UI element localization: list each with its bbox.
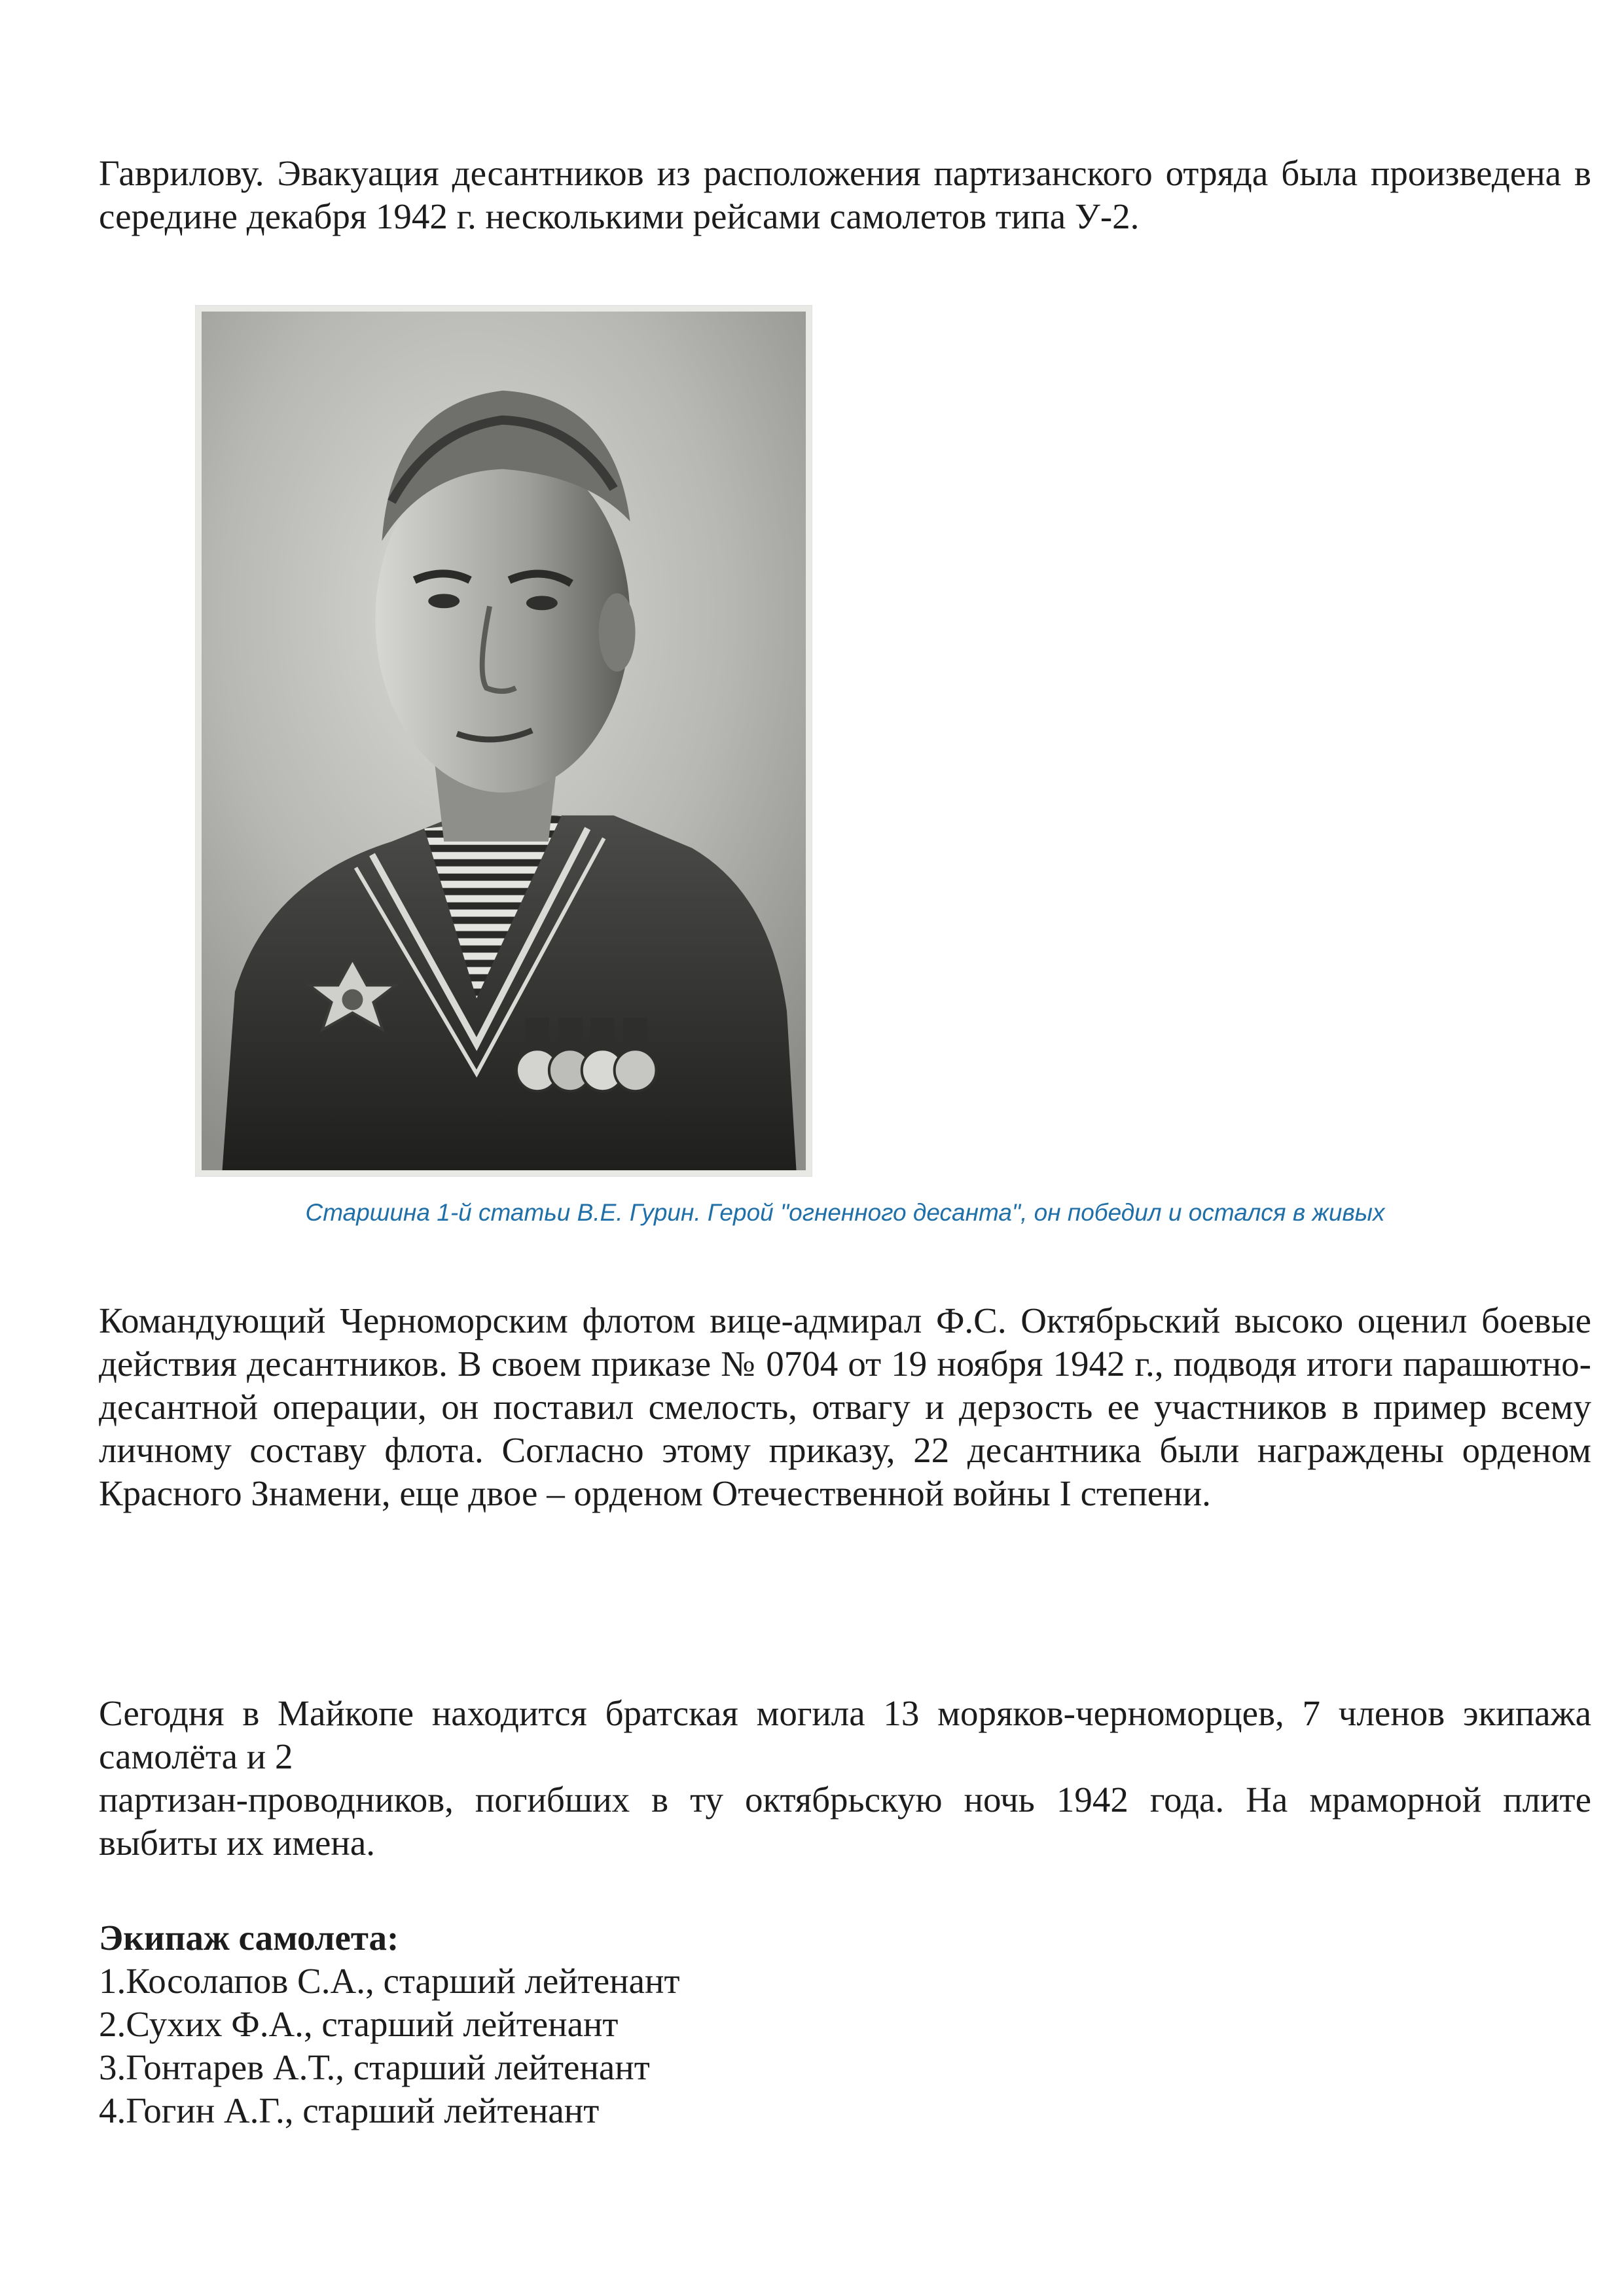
crew-heading: Экипаж самолета:: [99, 1918, 399, 1958]
crew-list: [99, 1960, 680, 2132]
portrait-photo: [195, 305, 812, 1177]
list-item: 3.Гонтарев А.Т., старший лейтенант: [99, 2047, 650, 2087]
paragraph-grave-line1: Сегодня в Майкопе находится братская могила 13 моряков-черноморцев, 7 членов экипажа самолёта и 2: [99, 1693, 1591, 1776]
list-item: 1.Косолапов С.А., старший лейтенант: [99, 1961, 680, 2001]
list-item: 2.Сухих Ф.А., старший лейтенант: [99, 2004, 619, 2044]
photo-caption: Старшина 1-й статьи В.Е. Гурин. Герой "огненного десанта", он победил и остался в живых: [305, 1199, 1385, 1226]
paragraph-commander: Командующий Черноморским флотом вице-адмирал Ф.С. Октябрьский высоко оценил боевые действия десантников. В своем приказе № 0704 от 19 ноября 1942 г., подводя итоги парашютно-десантной операции, он поставил смелость, отвагу и дерзость ее участников в пример всему личному составу флота. Согласно этому приказу, 22 десантника были награждены орденом Красного Знамени, еще двое – орденом Отечественной войны I степени.: [99, 1300, 1591, 1513]
list-item: 4.Гогин А.Г., старший лейтенант: [99, 2090, 600, 2130]
paragraph-grave-line2: партизан-проводников, погибших в ту октябрьскую ночь 1942 года. На мраморной плите выбиты их имена.: [99, 1780, 1591, 1863]
paragraph-evacuation: Гаврилову. Эвакуация десантников из расположения партизанского отряда была произведена в середине декабря 1942 г. несколькими рейсами самолетов типа У-2.: [99, 153, 1591, 236]
sailor-portrait-image: [196, 306, 812, 1176]
